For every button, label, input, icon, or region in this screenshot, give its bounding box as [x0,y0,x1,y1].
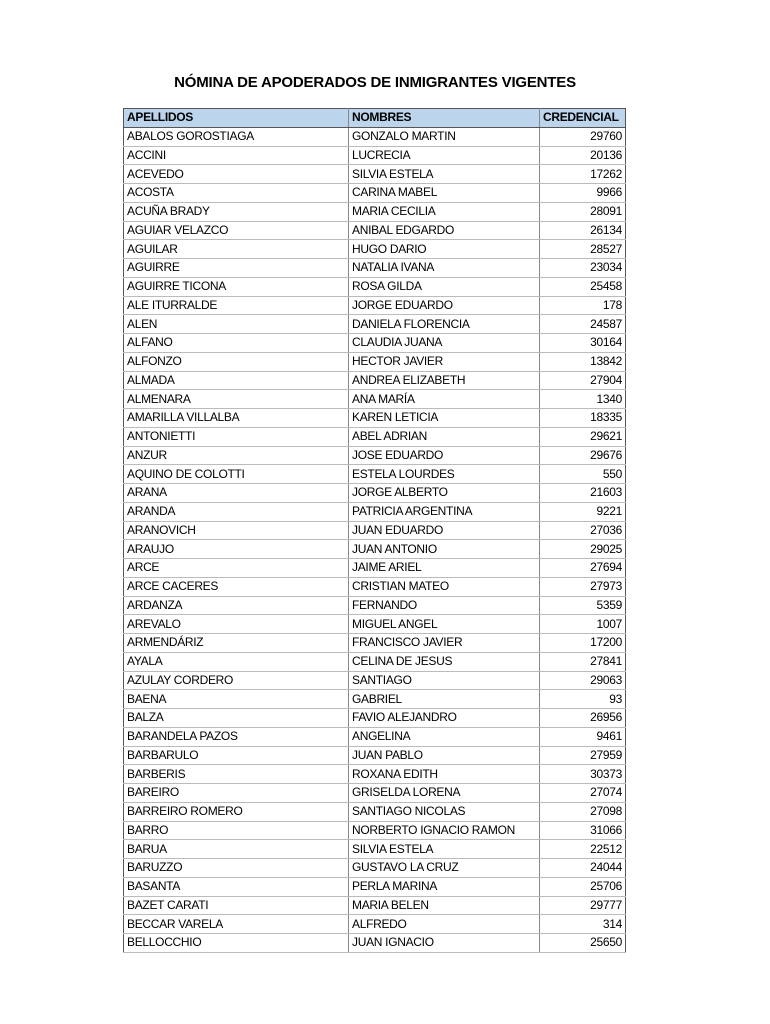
cell-apellidos: ARANDA [124,502,349,521]
cell-apellidos: ARMENDÁRIZ [124,634,349,653]
cell-nombres: CRISTIAN MATEO [349,577,540,596]
cell-nombres: MARIA BELEN [349,896,540,915]
cell-credencial: 29025 [540,540,626,559]
cell-apellidos: BARUZZO [124,859,349,878]
cell-nombres: JORGE EDUARDO [349,296,540,315]
table-row [124,240,626,259]
table-row [124,315,626,334]
cell-credencial: 27694 [540,559,626,578]
cell-credencial: 5359 [540,596,626,615]
table-row [124,465,626,484]
cell-credencial: 27098 [540,802,626,821]
cell-nombres: GABRIEL [349,690,540,709]
cell-credencial: 93 [540,690,626,709]
cell-credencial: 30373 [540,765,626,784]
table-row [124,334,626,353]
cell-credencial: 17200 [540,634,626,653]
cell-apellidos: ANTONIETTI [124,427,349,446]
table-row [124,446,626,465]
cell-apellidos: AMARILLA VILLALBA [124,409,349,428]
cell-apellidos: AGUIRRE TICONA [124,277,349,296]
cell-credencial: 27074 [540,784,626,803]
cell-nombres: SILVIA ESTELA [349,840,540,859]
table-row [124,540,626,559]
table-row [124,202,626,221]
cell-credencial: 550 [540,465,626,484]
cell-apellidos: ACOSTA [124,184,349,203]
cell-nombres: ROXANA EDITH [349,765,540,784]
cell-nombres: ESTELA LOURDES [349,465,540,484]
table-row [124,371,626,390]
cell-credencial: 29621 [540,427,626,446]
cell-apellidos: ARCE [124,559,349,578]
cell-apellidos: ALE ITURRALDE [124,296,349,315]
cell-apellidos: BARANDELA PAZOS [124,727,349,746]
cell-nombres: SILVIA ESTELA [349,165,540,184]
cell-apellidos: AGUILAR [124,240,349,259]
cell-nombres: CARINA MABEL [349,184,540,203]
cell-nombres: ABEL ADRIAN [349,427,540,446]
table-row [124,502,626,521]
cell-credencial: 27904 [540,371,626,390]
table-row [124,296,626,315]
cell-credencial: 27973 [540,577,626,596]
cell-credencial: 22512 [540,840,626,859]
cell-nombres: MARIA CECILIA [349,202,540,221]
cell-apellidos: BARBERIS [124,765,349,784]
cell-credencial: 28091 [540,202,626,221]
cell-credencial: 29676 [540,446,626,465]
cell-credencial: 25650 [540,934,626,953]
cell-nombres: SANTIAGO NICOLAS [349,802,540,821]
cell-nombres: GONZALO MARTIN [349,127,540,146]
table-row [124,802,626,821]
table-row [124,184,626,203]
cell-credencial: 26134 [540,221,626,240]
cell-credencial: 18335 [540,409,626,428]
table-row [124,484,626,503]
cell-nombres: GRISELDA LORENA [349,784,540,803]
cell-apellidos: BARUA [124,840,349,859]
cell-nombres: NORBERTO IGNACIO RAMON [349,821,540,840]
cell-credencial: 17262 [540,165,626,184]
table-row [124,596,626,615]
cell-apellidos: ALMENARA [124,390,349,409]
cell-nombres: JUAN EDUARDO [349,521,540,540]
cell-credencial: 9221 [540,502,626,521]
cell-nombres: ROSA GILDA [349,277,540,296]
cell-nombres: CELINA DE JESUS [349,652,540,671]
cell-apellidos: ANZUR [124,446,349,465]
table-row [124,709,626,728]
cell-credencial: 314 [540,915,626,934]
cell-credencial: 25458 [540,277,626,296]
cell-credencial: 9461 [540,727,626,746]
cell-credencial: 21603 [540,484,626,503]
table-row [124,146,626,165]
table-row [124,859,626,878]
table-row [124,390,626,409]
apoderados-table [123,108,626,953]
cell-nombres: PERLA MARINA [349,877,540,896]
table-row [124,165,626,184]
cell-apellidos: ARCE CACERES [124,577,349,596]
cell-nombres: MIGUEL ANGEL [349,615,540,634]
cell-apellidos: BAENA [124,690,349,709]
table-row [124,840,626,859]
cell-nombres: PATRICIA ARGENTINA [349,502,540,521]
table-row [124,615,626,634]
cell-nombres: ALFREDO [349,915,540,934]
cell-nombres: CLAUDIA JUANA [349,334,540,353]
cell-nombres: NATALIA IVANA [349,259,540,278]
cell-nombres: HUGO DARIO [349,240,540,259]
cell-nombres: KAREN LETICIA [349,409,540,428]
header-credencial: CREDENCIAL [540,109,626,128]
cell-apellidos: ARANA [124,484,349,503]
cell-nombres: SANTIAGO [349,671,540,690]
table-row [124,671,626,690]
cell-apellidos: BAREIRO [124,784,349,803]
table-row [124,727,626,746]
cell-credencial: 178 [540,296,626,315]
table-row [124,915,626,934]
table-row [124,259,626,278]
cell-apellidos: ABALOS GOROSTIAGA [124,127,349,146]
cell-credencial: 29777 [540,896,626,915]
cell-apellidos: ACEVEDO [124,165,349,184]
table-row [124,221,626,240]
cell-credencial: 30164 [540,334,626,353]
table-body [124,127,626,952]
cell-credencial: 27036 [540,521,626,540]
cell-credencial: 31066 [540,821,626,840]
cell-apellidos: AYALA [124,652,349,671]
cell-credencial: 29760 [540,127,626,146]
table-row [124,634,626,653]
cell-nombres: JORGE ALBERTO [349,484,540,503]
cell-nombres: ANIBAL EDGARDO [349,221,540,240]
cell-apellidos: ALFANO [124,334,349,353]
cell-credencial: 9966 [540,184,626,203]
table-row [124,877,626,896]
cell-nombres: ANA MARÍA [349,390,540,409]
cell-apellidos: BECCAR VARELA [124,915,349,934]
table-row [124,521,626,540]
cell-apellidos: BARRO [124,821,349,840]
table-row [124,559,626,578]
cell-apellidos: ALMADA [124,371,349,390]
cell-nombres: GUSTAVO LA CRUZ [349,859,540,878]
table-header-row [124,109,626,128]
cell-nombres: ANDREA ELIZABETH [349,371,540,390]
table-row [124,934,626,953]
table-row [124,784,626,803]
cell-nombres: HECTOR JAVIER [349,352,540,371]
cell-apellidos: AZULAY CORDERO [124,671,349,690]
cell-credencial: 29063 [540,671,626,690]
cell-apellidos: AQUINO DE COLOTTI [124,465,349,484]
cell-credencial: 1340 [540,390,626,409]
table-row [124,896,626,915]
table-row [124,409,626,428]
header-nombres: NOMBRES [349,109,540,128]
table-row [124,352,626,371]
cell-apellidos: ALEN [124,315,349,334]
cell-credencial: 26956 [540,709,626,728]
cell-credencial: 20136 [540,146,626,165]
header-apellidos: APELLIDOS [124,109,349,128]
cell-nombres: FERNANDO [349,596,540,615]
cell-nombres: LUCRECIA [349,146,540,165]
cell-nombres: JUAN IGNACIO [349,934,540,953]
table-row [124,277,626,296]
cell-apellidos: ACUÑA BRADY [124,202,349,221]
cell-apellidos: ARDANZA [124,596,349,615]
cell-nombres: JUAN PABLO [349,746,540,765]
cell-credencial: 27959 [540,746,626,765]
cell-apellidos: AREVALO [124,615,349,634]
cell-credencial: 25706 [540,877,626,896]
cell-nombres: JOSE EDUARDO [349,446,540,465]
cell-credencial: 27841 [540,652,626,671]
cell-nombres: FRANCISCO JAVIER [349,634,540,653]
cell-apellidos: ALFONZO [124,352,349,371]
cell-credencial: 1007 [540,615,626,634]
cell-apellidos: BARBARULO [124,746,349,765]
table-row [124,652,626,671]
cell-apellidos: BARREIRO ROMERO [124,802,349,821]
table-row [124,746,626,765]
cell-apellidos: BAZET CARATI [124,896,349,915]
cell-credencial: 23034 [540,259,626,278]
cell-apellidos: BELLOCCHIO [124,934,349,953]
page-title: NÓMINA DE APODERADOS DE INMIGRANTES VIGENTES [174,74,576,91]
cell-apellidos: AGUIAR VELAZCO [124,221,349,240]
cell-credencial: 24044 [540,859,626,878]
cell-credencial: 13842 [540,352,626,371]
cell-apellidos: ARAUJO [124,540,349,559]
table-row [124,690,626,709]
cell-apellidos: BALZA [124,709,349,728]
table-row [124,821,626,840]
cell-apellidos: ARANOVICH [124,521,349,540]
table-row [124,127,626,146]
cell-nombres: DANIELA FLORENCIA [349,315,540,334]
cell-nombres: JUAN ANTONIO [349,540,540,559]
cell-nombres: ANGELINA [349,727,540,746]
cell-apellidos: AGUIRRE [124,259,349,278]
table-row [124,427,626,446]
cell-nombres: FAVIO ALEJANDRO [349,709,540,728]
cell-credencial: 28527 [540,240,626,259]
table-row [124,577,626,596]
cell-nombres: JAIME ARIEL [349,559,540,578]
table-row [124,765,626,784]
cell-credencial: 24587 [540,315,626,334]
cell-apellidos: ACCINI [124,146,349,165]
cell-apellidos: BASANTA [124,877,349,896]
